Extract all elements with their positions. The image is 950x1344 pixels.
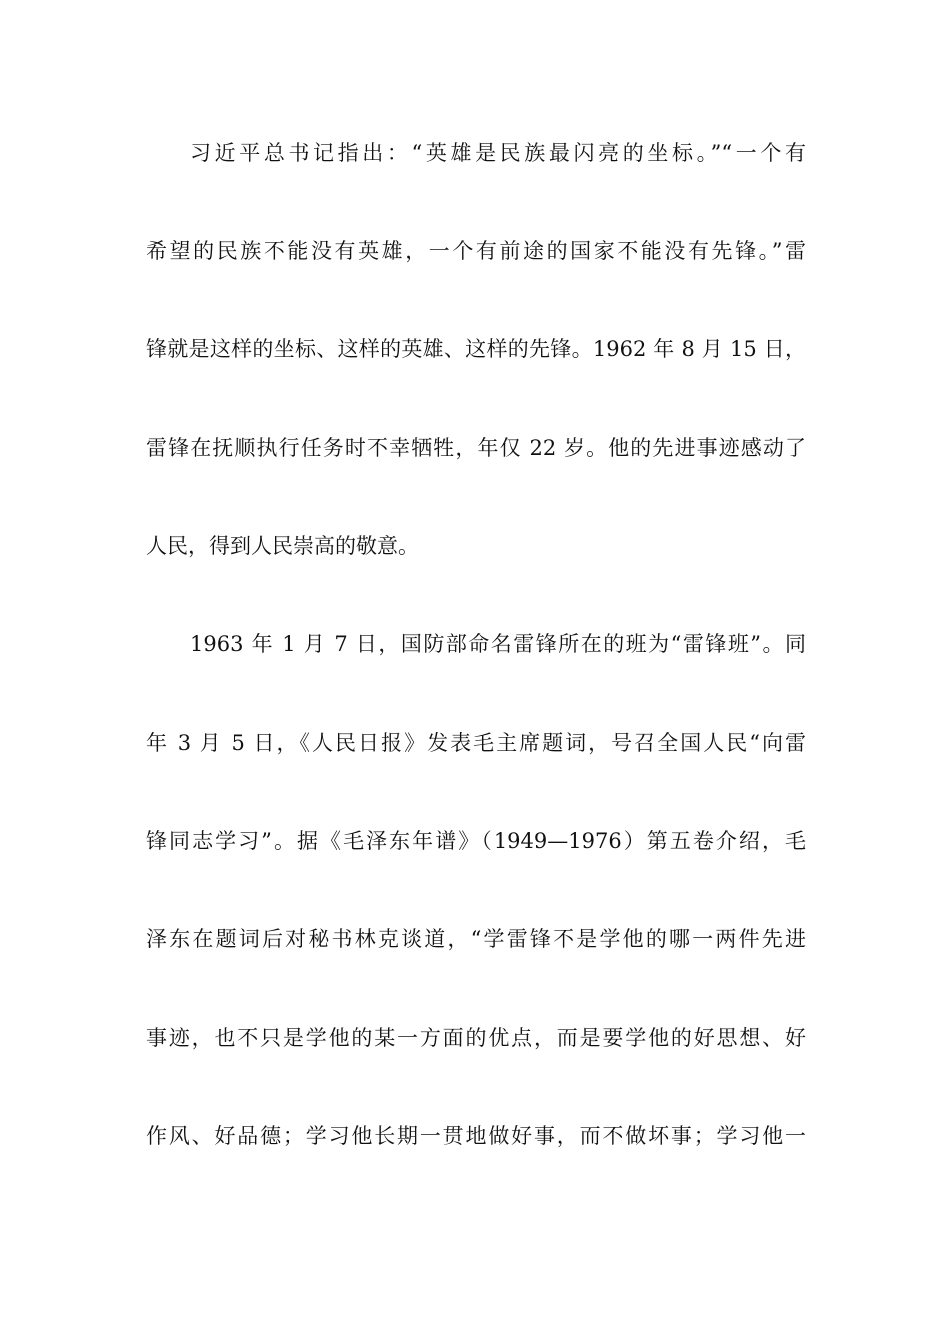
text-line: 泽东在题词后对秘书林克谈道，“学雷锋不是学他的哪一两件先进 [146,927,806,951]
text-line: 雷锋在抚顺执行任务时不幸牺牲，年仅 22 岁。他的先进事迹感动了 [146,436,806,460]
text-line: 年 3 月 5 日，《人民日报》发表毛主席题词，号召全国人民“向雷 [146,731,806,755]
text-line: 1963 年 1 月 7 日，国防部命名雷锋所在的班为“雷锋班”。同 [190,632,806,656]
text-line: 事迹，也不只是学他的某一方面的优点，而是要学他的好思想、好 [146,1026,806,1050]
text-line: 希望的民族不能没有英雄，一个有前途的国家不能没有先锋。”雷 [146,239,806,263]
text-line: 人民，得到人民崇高的敬意。 [146,534,419,558]
text-line: 锋同志学习”。据《毛泽东年谱》（1949—1976）第五卷介绍，毛 [146,829,806,853]
text-line: 锋就是这样的坐标、这样的英雄、这样的先锋。1962 年 8 月 15 日， [146,337,806,361]
text-line: 作风、好品德；学习他长期一贯地做好事，而不做坏事；学习他一 [146,1124,806,1148]
text-line: 习近平总书记指出：“英雄是民族最闪亮的坐标。”“一个有 [190,141,806,165]
